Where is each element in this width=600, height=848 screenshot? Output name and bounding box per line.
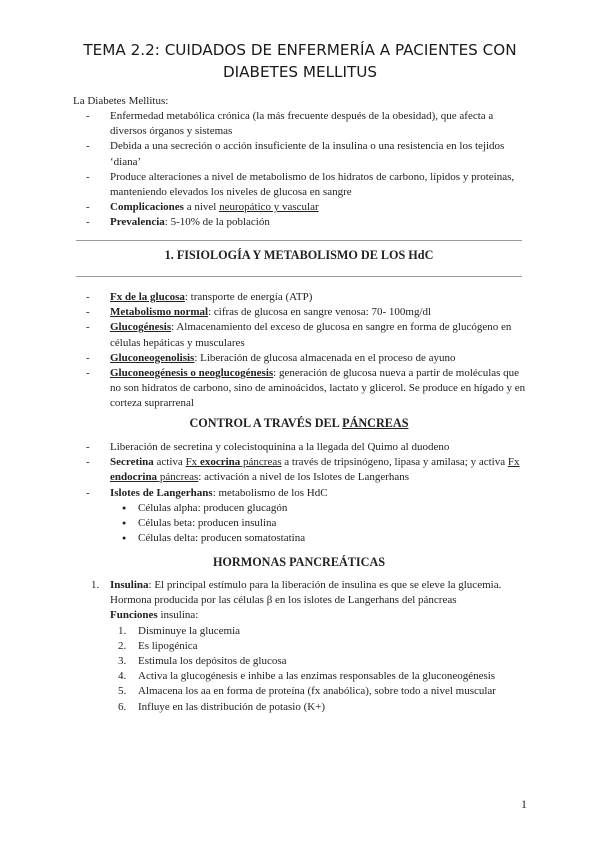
- list-item: - Prevalencia: 5-10% de la población: [86, 215, 526, 230]
- title-line-2: DIABETES MELLITUS: [222, 63, 378, 81]
- underlined-text: neuropático y vascular: [219, 201, 319, 214]
- list-item: ● Células delta: producen somatostatina: [110, 531, 526, 546]
- title-line-1: TEMA 2.2: CUIDADOS DE ENFERMERÍA A PACIENTES CON: [83, 41, 517, 59]
- list-item: - Produce alteraciones a nivel de metabolismo de los hidratos de carbono, lípidos y proteinas, manteniendo elevados los niveles de glucosa en sangre: [86, 170, 526, 200]
- list-item: 4. Activa la glucogénesis e inhibe a las enzimas responsables de la gluconeogénesis: [118, 670, 496, 683]
- list-item: 2. Es lipogénica: [118, 639, 198, 652]
- list-item: 1. Disminuye la glucemia: [118, 624, 241, 637]
- subsection-heading: HORMONAS PANCREÁTICAS: [212, 555, 386, 569]
- list-item: - Gluconeogénesis o neoglucogénesis: generación de glucosa nueva a partir de moléculas que no son hidratos de carbono, sino de aminoácidos, lactato y glicerol. Se produce en hígado y en corteza suprarrenal: [86, 366, 526, 412]
- item-number: 1.: [91, 579, 100, 591]
- list-item: - Debida a una secreción o acción insuficiente de la insulina o una resistencia en los tejidos ‘diana’: [86, 139, 526, 169]
- functions-list: [110, 624, 531, 715]
- list-item: - Enfermedad metabólica crónica (la más frecuente después de la obesidad), que afecta a diversos órganos y sistemas: [86, 109, 526, 139]
- list-item: - Fx de la glucosa: transporte de energía (ATP): [86, 290, 526, 305]
- divider: [76, 276, 522, 277]
- list-item: - Liberación de secretina y colecistoquinina a la llegada del Quimo al duodeno: [86, 440, 526, 455]
- section-heading: 1. FISIOLOGÍA Y METABOLISMO DE LOS HdC: [164, 248, 434, 262]
- list-item: 3. Estimula los depósitos de glucosa: [118, 655, 287, 668]
- divider: [76, 240, 522, 241]
- intro-lead: La Diabetes Mellitus:: [73, 95, 169, 107]
- list-item: - Complicaciones a nivel neuropático y vascular: [86, 200, 526, 215]
- list-item: - Secretina activa Fx exocrina páncreas a través de tripsinógeno, lipasa y amilasa; y activa Fx endocrina páncreas: activación a nivel de los Islotes de Langerhans: [86, 455, 526, 485]
- pancreas-list: [86, 440, 526, 546]
- subsection-heading: CONTROL A TRAVÉS DEL PÁNCREAS: [189, 416, 409, 430]
- section1-list: [86, 290, 526, 412]
- list-item: ● Células beta: producen insulina: [110, 516, 526, 531]
- list-item: - Islotes de Langerhans: metabolismo de los HdC ● Células alpha: producen glucagón ● Células beta: producen insulina ● Células delta: producen somatostatina: [86, 486, 526, 547]
- list-item: - Metabolismo normal: cifras de glucosa en sangre venosa: 70- 100mg/dl: [86, 305, 526, 320]
- list-item: 5. Almacena los aa en forma de proteína (fx anabólica), sobre todo a nivel muscular: [118, 685, 496, 698]
- list-item: - Gluconeogenolisis: Liberación de glucosa almacenada en el proceso de ayuno: [86, 351, 526, 366]
- hormone-item: 1. Insulina: El principal estímulo para la liberación de insulina es que se eleve la glucemia. Hormona producida por las células β en los islotes de Langerhans del páncreas Funciones insulina: 1. Disminuye la glucemia 2. Es lipogénica 3. Estimula los depósitos de glucosa 4. Activa la glucogénesis e inhibe a las enzimas responsables de la gluconeogénesis 5. Almacena los aa en forma de proteína (fx anabólica), sobre todo a nivel muscular 6. Influye en las distribución de potasio (K+): [91, 578, 531, 715]
- list-item: 6. Influye en las distribución de potasio (K+): [118, 700, 326, 713]
- cell-list: [110, 501, 526, 547]
- intro-list: [86, 109, 526, 231]
- page-title: [40, 39, 560, 83]
- page-number: 1: [521, 797, 527, 811]
- list-item: ● Células alpha: producen glucagón: [110, 501, 526, 516]
- list-item: - Glucogénesis: Almacenamiento del exceso de glucosa en sangre en forma de glucógeno en células hepáticas y musculares: [86, 320, 526, 350]
